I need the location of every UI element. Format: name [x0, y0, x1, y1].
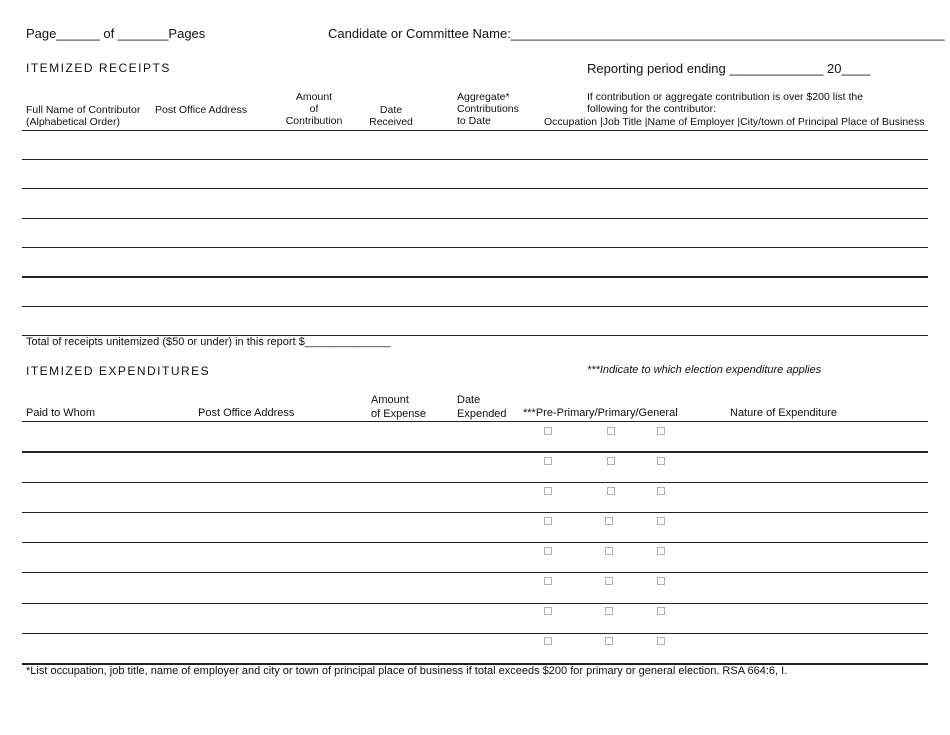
- receipt-row-line[interactable]: [22, 276, 928, 278]
- col-occupation-employer: Occupation |Job Title |Name of Employer |City/town of Principal Place of Business: [544, 116, 925, 128]
- col-date-expended: Date Expended: [457, 394, 507, 420]
- receipt-row-line[interactable]: [22, 306, 928, 307]
- col-exp-post-office-address: Post Office Address: [198, 407, 295, 419]
- primary-checkbox[interactable]: [605, 547, 613, 555]
- col-date-received: Date Received: [369, 104, 413, 128]
- expenditure-row-line[interactable]: [22, 512, 928, 513]
- primary-checkbox[interactable]: [605, 637, 613, 645]
- receipt-row-line[interactable]: [22, 247, 928, 248]
- expenditure-row-line[interactable]: [22, 482, 928, 483]
- reporting-period-field[interactable]: Reporting period ending _____________ 20____: [587, 61, 871, 76]
- pre-primary-checkbox[interactable]: [544, 517, 552, 525]
- pre-primary-checkbox[interactable]: [544, 427, 552, 435]
- col-contributor-name: Full Name of Contributor (Alphabetical Order): [26, 104, 141, 128]
- general-checkbox[interactable]: [657, 487, 665, 495]
- col-aggregate-contributions: Aggregate* Contributions to Date: [457, 91, 519, 127]
- primary-checkbox[interactable]: [607, 457, 615, 465]
- general-checkbox[interactable]: [657, 607, 665, 615]
- receipt-row-line[interactable]: [22, 159, 928, 160]
- election-note: ***Indicate to which election expenditure applies: [587, 364, 822, 376]
- receipts-section-title: ITEMIZED RECEIPTS: [26, 61, 171, 75]
- pre-primary-checkbox[interactable]: [544, 457, 552, 465]
- expenditure-row-line[interactable]: [22, 572, 928, 573]
- primary-checkbox[interactable]: [605, 517, 613, 525]
- col-post-office-address: Post Office Address: [155, 104, 248, 116]
- col-paid-to-whom: Paid to Whom: [26, 407, 96, 419]
- general-checkbox[interactable]: [657, 457, 665, 465]
- pre-primary-checkbox[interactable]: [544, 547, 552, 555]
- pre-primary-checkbox[interactable]: [544, 607, 552, 615]
- footnote: *List occupation, job title, name of employer and city or town of principal place of business if total exceeds $200 for primary or general election. RSA 664:6, I.: [26, 665, 788, 677]
- primary-checkbox[interactable]: [607, 427, 615, 435]
- primary-checkbox[interactable]: [605, 577, 613, 585]
- page-number-field[interactable]: Page______ of _______Pages: [26, 26, 206, 41]
- col-amount-of-contribution: Amount of Contribution: [285, 91, 343, 127]
- general-checkbox[interactable]: [657, 427, 665, 435]
- general-checkbox[interactable]: [657, 517, 665, 525]
- pre-primary-checkbox[interactable]: [544, 577, 552, 585]
- general-checkbox[interactable]: [657, 637, 665, 645]
- general-checkbox[interactable]: [657, 547, 665, 555]
- receipt-row-line[interactable]: [22, 188, 928, 189]
- expenditure-row-line[interactable]: [22, 542, 928, 543]
- general-checkbox[interactable]: [657, 577, 665, 585]
- primary-checkbox[interactable]: [607, 487, 615, 495]
- expenditure-row-line[interactable]: [22, 633, 928, 634]
- primary-checkbox[interactable]: [605, 607, 613, 615]
- col-nature-of-expenditure: Nature of Expenditure: [730, 407, 838, 419]
- expenditure-row-line[interactable]: [22, 451, 928, 453]
- col-amount-of-expense: Amount of Expense: [371, 394, 427, 420]
- col-election-type: ***Pre-Primary/Primary/General: [523, 407, 678, 419]
- receipts-header-rule: [22, 130, 928, 131]
- pre-primary-checkbox[interactable]: [544, 637, 552, 645]
- receipt-row-line[interactable]: [22, 218, 928, 219]
- unitemized-total-field[interactable]: Total of receipts unitemized ($50 or under) in this report $______________: [26, 336, 391, 348]
- expenditures-section-title: ITEMIZED EXPENDITURES: [26, 364, 211, 378]
- expenditures-header-rule: [22, 421, 928, 422]
- pre-primary-checkbox[interactable]: [544, 487, 552, 495]
- expenditure-row-line[interactable]: [22, 603, 928, 604]
- candidate-name-field[interactable]: Candidate or Committee Name:____________________________________________________________: [328, 26, 945, 41]
- over-200-note: If contribution or aggregate contribution is over $200 list the following for the contributor:: [587, 91, 864, 115]
